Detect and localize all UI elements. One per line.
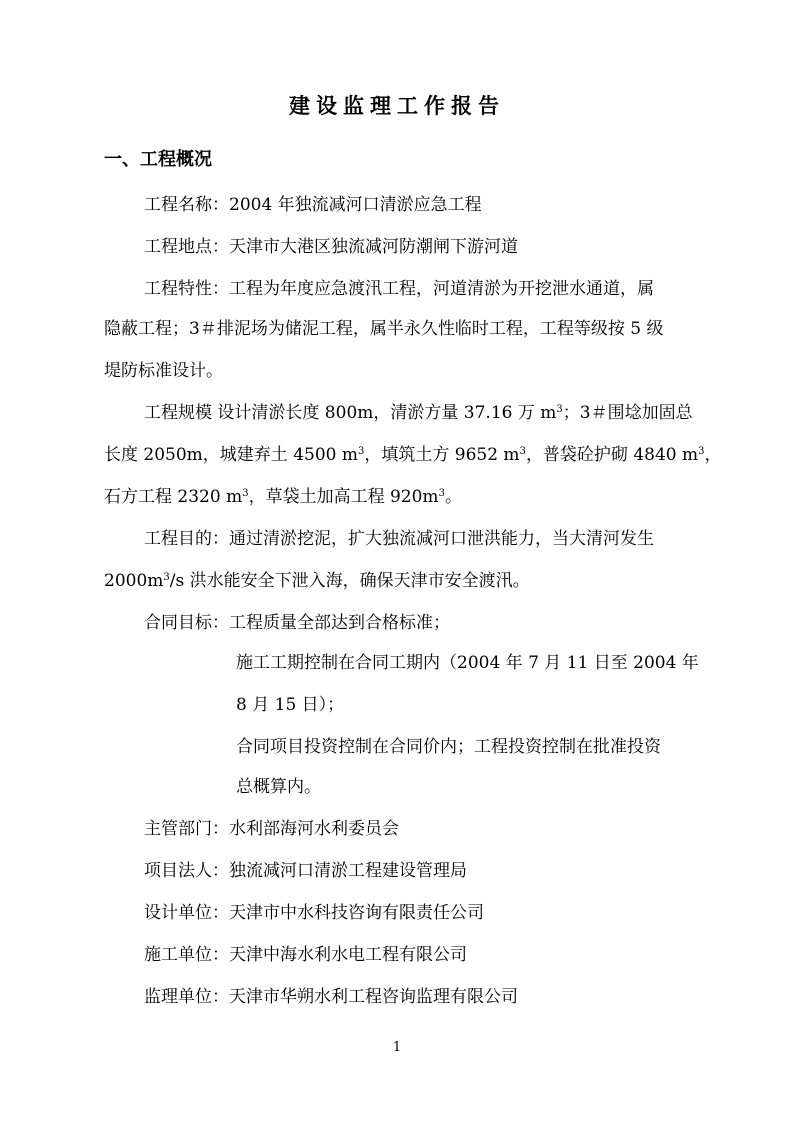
project-purpose-line: 工程目的：通过清淤挖泥，扩大独流减河口泄洪能力，当大清河发生 <box>144 529 654 549</box>
contract-goal-line: 合同目标：工程质量全部达到合格标准； <box>144 613 450 633</box>
project-scale-line: 工程规模 设计清淤长度 800m，清淤方量 37.16 万 $m^3$；3＃围埝加固总 <box>144 403 693 423</box>
document-title: 建设监理工作报告 <box>289 93 505 118</box>
contract-goal-line: 施工工期控制在合同工期内（2004 年 7 月 11 日至 2004 年 <box>236 653 699 673</box>
section-heading: 一、工程概况 <box>104 149 212 170</box>
project-site: 工程地点：天津市大港区独流减河防潮闸下游河道 <box>144 237 518 257</box>
page-number: 1 <box>392 1040 402 1055</box>
competent-dept: 主管部门：水利部海河水利委员会 <box>144 819 399 839</box>
supervision-unit: 监理单位：天津市华朔水利工程咨询监理有限公司 <box>144 987 518 1007</box>
superscript: 3 <box>163 572 170 583</box>
superscript: 3 <box>698 446 705 457</box>
superscript: 3 <box>438 488 445 499</box>
project-scale-line: 石方工程 2320 $m^3$，草袋土加高工程 $920m^3$。 <box>104 487 462 507</box>
project-name: 工程名称：2004 年独流减河口清淤应急工程 <box>144 195 482 215</box>
superscript: 3 <box>242 488 249 499</box>
construction-unit: 施工单位：天津中海水利水电工程有限公司 <box>144 945 467 965</box>
contract-goal-line: 总概算内。 <box>236 777 321 797</box>
project-feature-line: 隐蔽工程；3＃排泥场为储泥工程，属半永久性临时工程，工程等级按 5 级 <box>104 319 664 339</box>
superscript: 3 <box>357 446 365 457</box>
contract-goal-line: 8 月 15 日）； <box>236 695 345 715</box>
superscript: 3 <box>556 404 563 415</box>
design-unit: 设计单位：天津市中水科技咨询有限责任公司 <box>144 903 484 923</box>
project-purpose-line: $2000m^3/s$ 洪水能安全下泄入海，确保天津市安全渡汛。 <box>104 571 530 591</box>
project-feature-line: 工程特性：工程为年度应急渡汛工程，河道清淤为开挖泄水通道，属 <box>144 279 654 299</box>
project-scale-line: 长度 2050m，城建弃土 4500 $m^3$，填筑土方 9652 $m^3$，普袋砼护砌 4840 $m^3$， <box>104 445 722 465</box>
contract-goal-line: 合同项目投资控制在合同价内；工程投资控制在批准投资 <box>236 737 661 757</box>
superscript: 3 <box>519 446 526 457</box>
project-feature-line: 堤防标准设计。 <box>104 361 223 381</box>
project-legal-person: 项目法人：独流减河口清淤工程建设管理局 <box>144 861 467 881</box>
